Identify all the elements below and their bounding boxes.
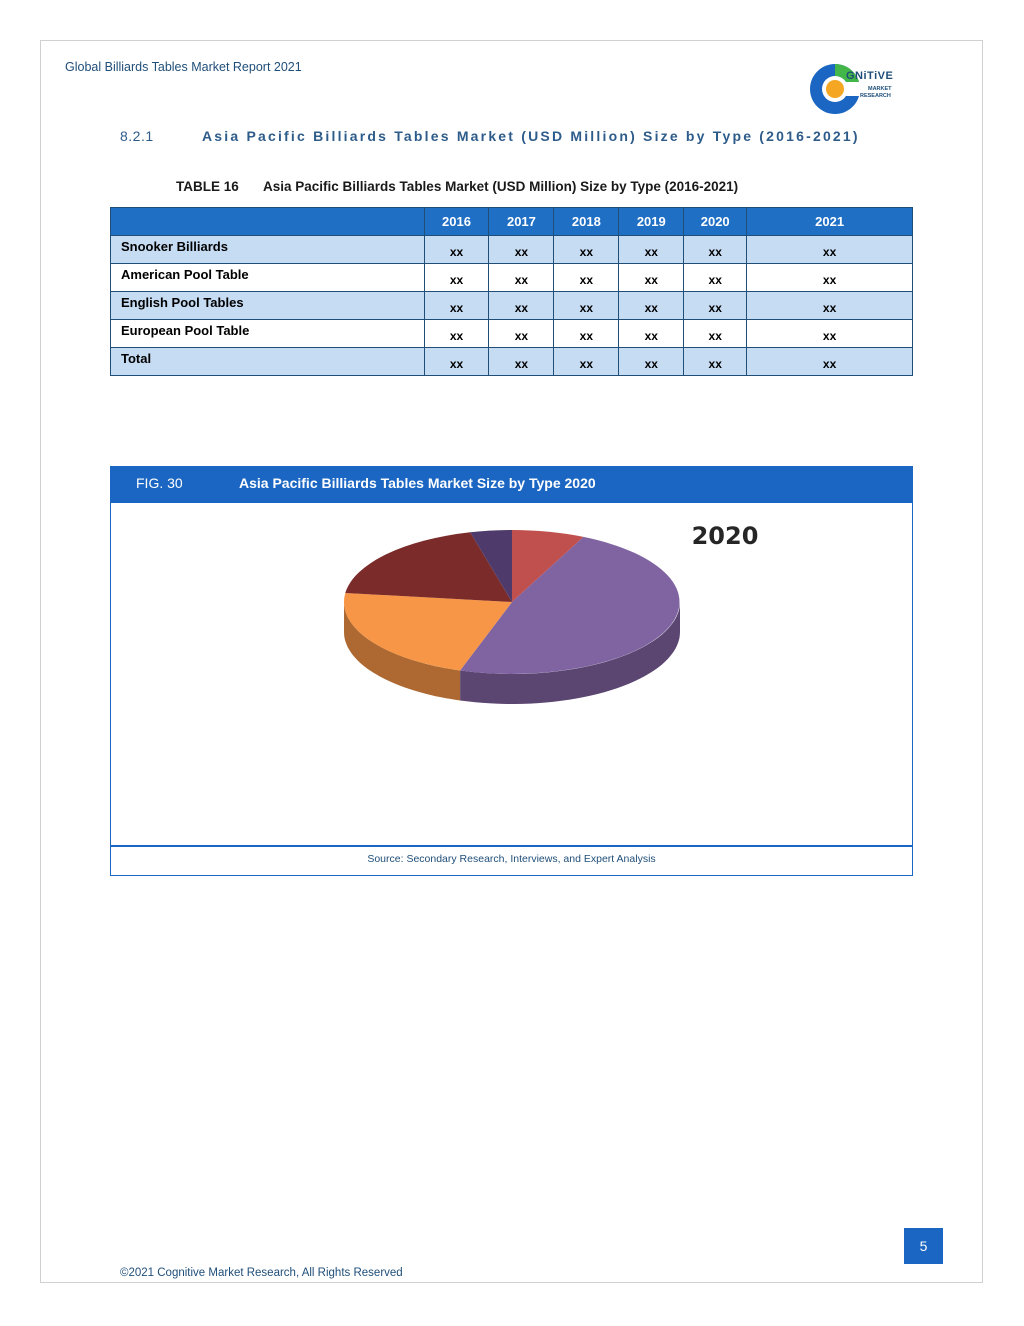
logo-word: GNiTiVE xyxy=(846,70,894,82)
section-heading xyxy=(120,128,860,144)
table-row xyxy=(111,236,913,264)
table-caption xyxy=(176,179,738,194)
pie-top xyxy=(344,530,680,674)
table-cell: xx xyxy=(684,264,747,292)
figure-label: FIG. 30 xyxy=(136,475,183,491)
footer-copyright: ©2021 Cognitive Market Research, All Rights Reserved xyxy=(120,1267,403,1279)
table-header-cell xyxy=(111,208,425,236)
table-row xyxy=(111,292,913,320)
table-cell: xx xyxy=(554,320,619,348)
company-logo xyxy=(808,62,903,118)
logo-core xyxy=(826,80,844,98)
row-label: European Pool Table xyxy=(111,320,425,348)
table-header-row xyxy=(111,208,913,236)
logo-subtitle-research: RESEARCH xyxy=(860,93,891,99)
table-header-cell: 2016 xyxy=(424,208,489,236)
section-title: Asia Pacific Billiards Tables Market (USD Million) Size by Type (2016-2021) xyxy=(202,128,860,144)
table-cell: xx xyxy=(684,320,747,348)
table-cell: xx xyxy=(554,264,619,292)
figure-title: Asia Pacific Billiards Tables Market Size by Type 2020 xyxy=(239,475,596,491)
table-row xyxy=(111,320,913,348)
figure-divider xyxy=(111,845,912,847)
row-label: Total xyxy=(111,348,425,376)
table-cell: xx xyxy=(619,236,684,264)
table-cell: xx xyxy=(489,264,554,292)
table-cell: xx xyxy=(747,320,913,348)
table-header-cell: 2020 xyxy=(684,208,747,236)
table-cell: xx xyxy=(619,320,684,348)
table-cell: xx xyxy=(554,292,619,320)
table-header-cell: 2021 xyxy=(747,208,913,236)
table-row-total xyxy=(111,348,913,376)
table-cell: xx xyxy=(747,292,913,320)
market-size-table xyxy=(110,207,913,376)
table-cell: xx xyxy=(747,264,913,292)
figure-box xyxy=(110,466,913,876)
table-row xyxy=(111,264,913,292)
table-cell: xx xyxy=(489,236,554,264)
table-caption-label: TABLE 16 xyxy=(176,179,239,194)
table-cell: xx xyxy=(489,320,554,348)
table-cell: xx xyxy=(684,292,747,320)
page-number: 5 xyxy=(904,1228,943,1264)
running-header: Global Billiards Tables Market Report 2021 xyxy=(65,60,302,74)
pie-chart xyxy=(111,503,912,845)
table-cell: xx xyxy=(489,292,554,320)
table-cell: xx xyxy=(554,348,619,376)
table-header-cell: 2018 xyxy=(554,208,619,236)
table-cell: xx xyxy=(684,348,747,376)
chart-title: 2020 xyxy=(691,522,759,550)
table-cell: xx xyxy=(747,348,913,376)
table-cell: xx xyxy=(619,292,684,320)
logo-subtitle-market: MARKET xyxy=(868,86,892,92)
row-label: American Pool Table xyxy=(111,264,425,292)
table-cell: xx xyxy=(424,348,489,376)
table-cell: xx xyxy=(554,236,619,264)
table-cell: xx xyxy=(489,348,554,376)
row-label: Snooker Billiards xyxy=(111,236,425,264)
table-cell: xx xyxy=(424,292,489,320)
table-cell: xx xyxy=(424,320,489,348)
row-label: English Pool Tables xyxy=(111,292,425,320)
table-cell: xx xyxy=(424,264,489,292)
table-cell: xx xyxy=(747,236,913,264)
figure-header xyxy=(111,467,912,503)
table-cell: xx xyxy=(684,236,747,264)
section-number: 8.2.1 xyxy=(120,128,154,144)
table-header-cell: 2019 xyxy=(619,208,684,236)
table-cell: xx xyxy=(424,236,489,264)
table-caption-title: Asia Pacific Billiards Tables Market (USD Million) Size by Type (2016-2021) xyxy=(263,179,739,194)
table-header-cell: 2017 xyxy=(489,208,554,236)
figure-source: Source: Secondary Research, Interviews, and Expert Analysis xyxy=(367,853,656,865)
table-cell: xx xyxy=(619,348,684,376)
table-cell: xx xyxy=(619,264,684,292)
